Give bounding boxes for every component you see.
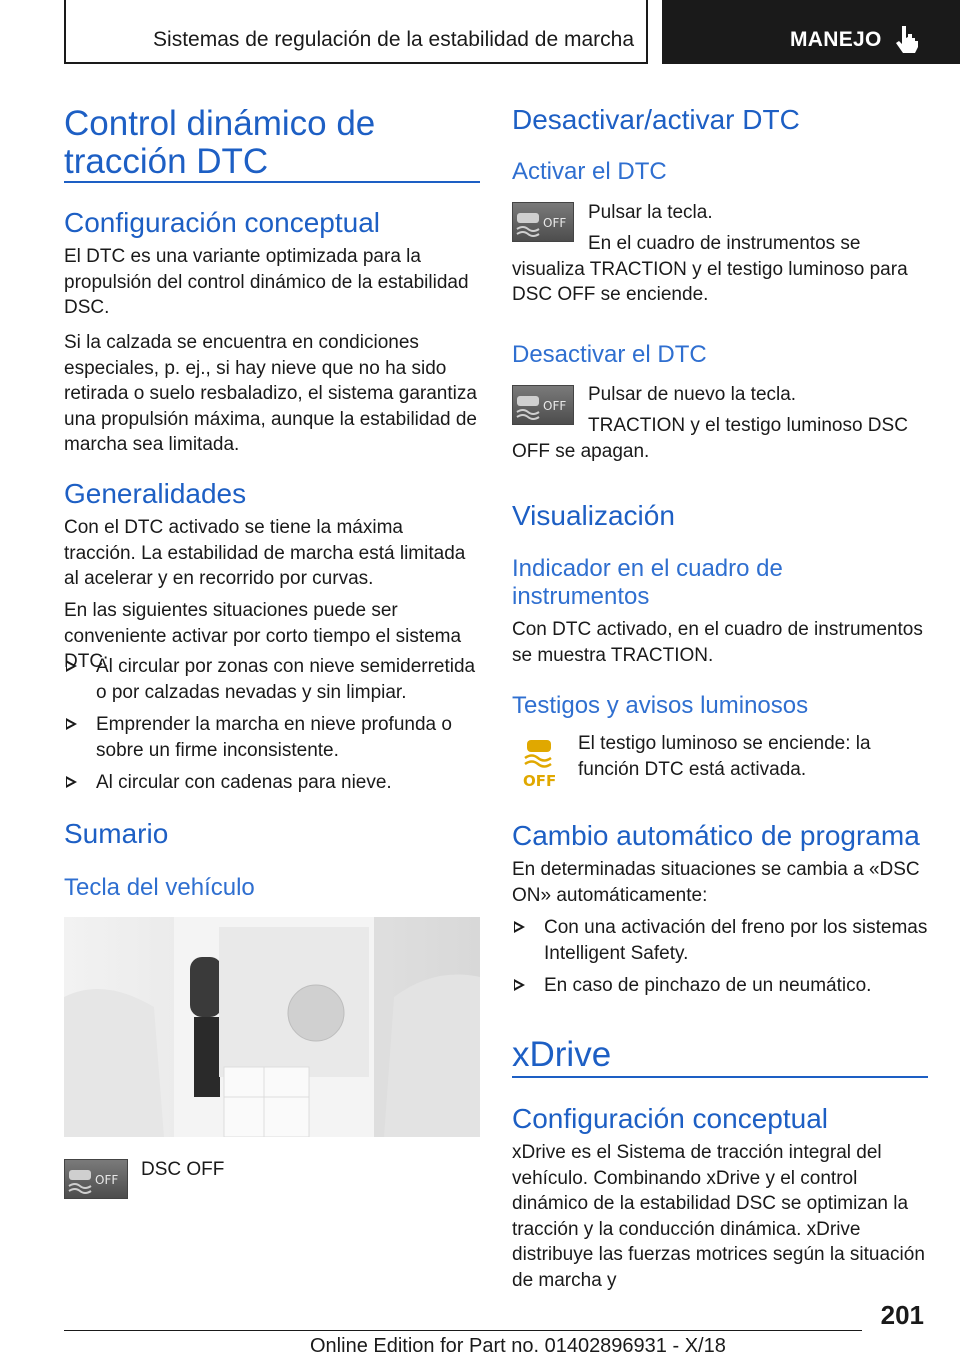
auto-heading: Cambio automático de programa (512, 820, 920, 851)
key-heading: Tecla del vehículo (64, 874, 255, 901)
button-caption: DSC OFF (141, 1159, 225, 1180)
warning-paragraph: El testigo luminoso se enciende: la función DTC está activada. (578, 733, 871, 780)
general-heading: Generalidades (64, 478, 247, 509)
xdrive-rule (512, 1076, 928, 1078)
footer-edition: Online Edition for Part no. 01402896931 - X/18 (310, 1335, 726, 1357)
auto-paragraph: En determinadas situaciones se cambia a «DSC ON» automáticamente: (512, 859, 920, 906)
dsc-off-warning-lamp-icon (520, 736, 560, 790)
title-rule (64, 181, 480, 183)
xdrive-paragraph: xDrive es el Sistema de tracción integral del vehículo. Combinando xDrive y el control dinámico de la estabilidad DSC se optimizan la tracción y la conducción dinámica. xDrive distribuye las fuerzas motrices según la situación de marcha y (512, 1142, 925, 1291)
triangle-bullet-icon (66, 776, 77, 788)
footer-rule (64, 1330, 862, 1331)
display-heading: Visualización (512, 500, 675, 531)
deactivate-heading: Desactivar el DTC (512, 341, 707, 368)
triangle-bullet-icon (514, 979, 525, 991)
svg-text:OFF: OFF (95, 1173, 119, 1187)
concept-paragraph-2: Si la calzada se encuentra en condiciones especiales, p. ej., si hay nieve que no ha sido retirada o suelo resbaladizo, el sistema garantiza una propulsión máxima, aunque la estabilidad de marcha sea limitada. (64, 332, 477, 455)
activate-heading: Activar el DTC (512, 158, 667, 185)
concept-heading: Configuración conceptual (64, 207, 380, 238)
xdrive-concept-heading: Configuración conceptual (512, 1103, 828, 1134)
summary-heading: Sumario (64, 818, 169, 849)
triangle-bullet-icon (514, 921, 525, 933)
deactivate-paragraph-1: Pulsar de nuevo la tecla. (588, 384, 797, 405)
pointing-hand-icon (894, 24, 922, 54)
svg-text:OFF: OFF (543, 216, 567, 230)
general-paragraph-1: Con el DTC activado se tiene la máxima tracción. La estabilidad de marcha está limitada al acelerar y en recorrido por curvas. (64, 517, 466, 589)
triangle-bullet-icon (66, 718, 77, 730)
toggle-heading: Desactivar/activar DTC (512, 104, 800, 135)
indicator-heading: Indicador en el cuadro de instrumentos (512, 555, 783, 610)
svg-text:OFF: OFF (523, 772, 557, 790)
deactivate-paragraph-2: TRACTION y el testigo luminoso DSC OFF se apagan. (512, 415, 908, 462)
svg-text:OFF: OFF (543, 399, 567, 413)
main-title: Control dinámico de tracción DTC (64, 104, 376, 181)
center-console-photo (64, 917, 480, 1137)
activate-paragraph-1: Pulsar la tecla. (588, 202, 713, 223)
concept-paragraph-1: El DTC es una variante optimizada para la propulsión del control dinámico de la estabilidad DSC. (64, 246, 469, 318)
chapter-tab[interactable] (662, 0, 960, 64)
header-section-box (64, 0, 648, 64)
activate-paragraph-2: En el cuadro de instrumentos se visualiza TRACTION y el testigo luminoso para DSC OFF se enciende. (512, 233, 908, 305)
general-paragraph-2: En las siguientes situaciones puede ser conveniente activar por corto tiempo el sistema DTC: (64, 600, 462, 672)
dsc-off-icon (65, 1160, 127, 1198)
triangle-bullet-icon (66, 660, 77, 672)
section-title: Sistemas de regulación de la estabilidad de marcha (153, 28, 634, 51)
indicator-paragraph: Con DTC activado, en el cuadro de instrumentos se muestra TRACTION. (512, 619, 923, 666)
xdrive-title: xDrive (512, 1035, 612, 1074)
dsc-off-button-image (64, 1159, 128, 1199)
warning-heading: Testigos y avisos luminosos (512, 692, 809, 719)
chapter-tab-label: MANEJO (790, 28, 882, 51)
center-console-illustration (64, 917, 480, 1137)
page-number: 201 (880, 1300, 924, 1330)
